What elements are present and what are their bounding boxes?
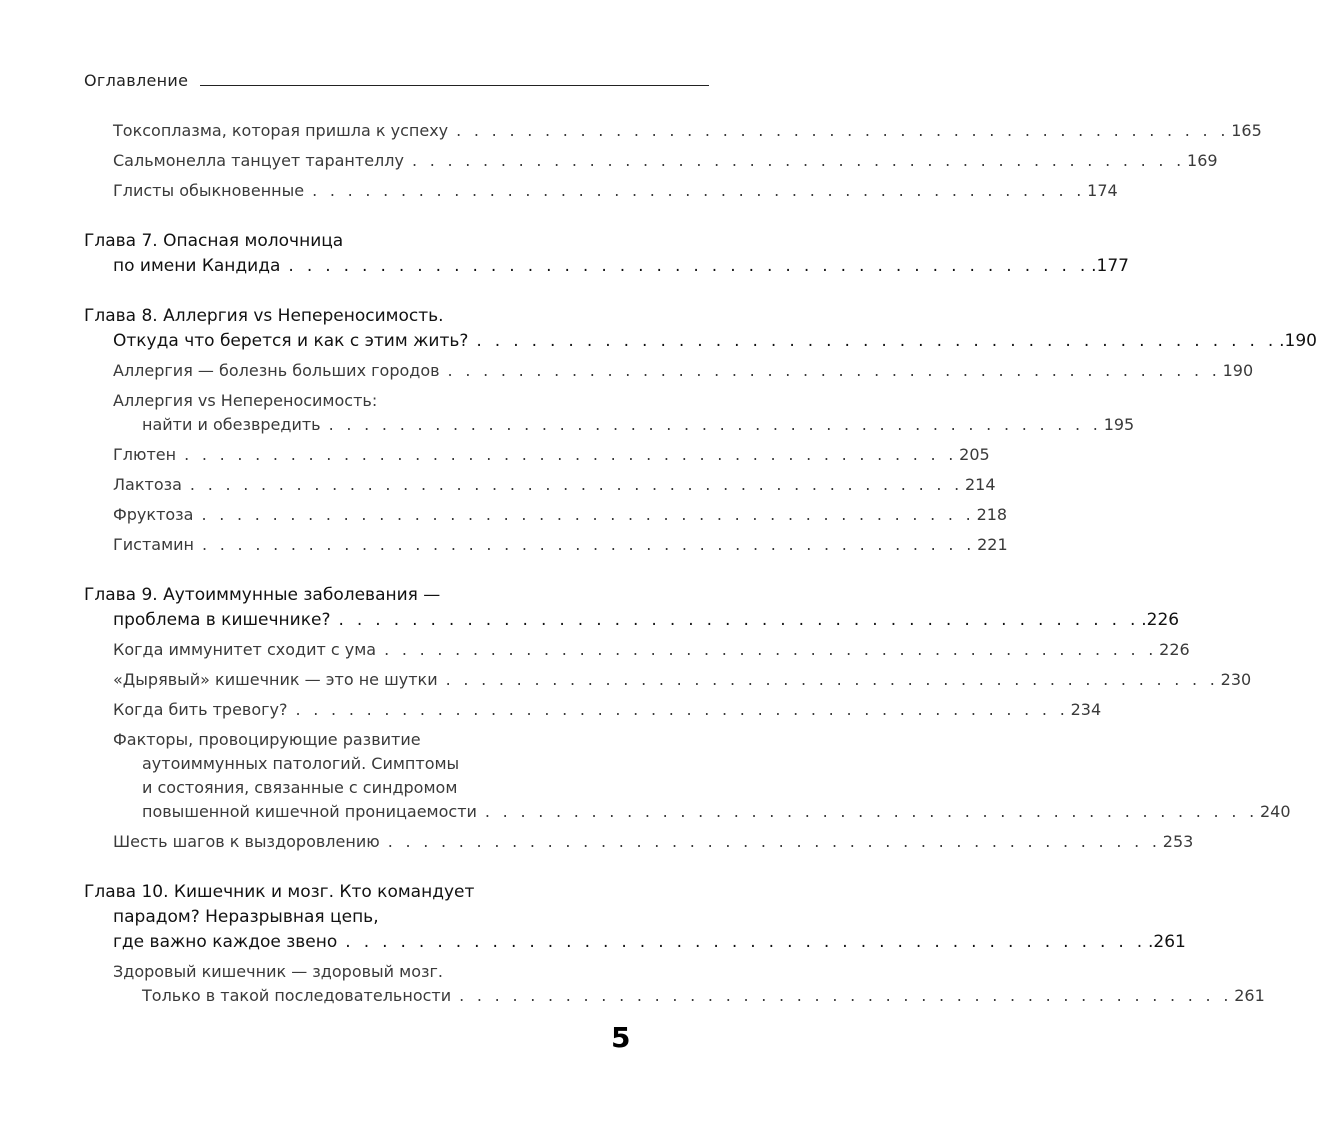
toc-entry-last-line [113, 119, 1262, 143]
toc-page-number: 205 [959, 445, 990, 464]
toc-page-number: 195 [1103, 415, 1135, 434]
toc-page-number: .190 [1279, 331, 1317, 351]
toc-entry-line: аутоиммунных патологий. Симптомы [142, 754, 460, 773]
chapter-gap [84, 209, 584, 229]
toc-section-entry[interactable] [84, 698, 1102, 722]
toc-entry-line: Глава 7. Опасная молочница [84, 231, 344, 251]
toc-entry-title: найти и обезвредить [142, 415, 321, 434]
dot-leader: . . . . . . . . . . . . . . . . . . . . . . . . . . . . . . . . . . . . . . . . . . . . [288, 256, 1090, 276]
toc-section-entry[interactable] [84, 960, 1265, 1008]
toc-entry-last-line [113, 443, 990, 467]
toc-section-entry[interactable] [84, 119, 1262, 143]
toc-entry-line: Аллергия vs Непереносимость: [113, 391, 378, 410]
toc-entry-line: и состояния, связанные с синдромом [142, 778, 458, 797]
dot-leader: . . . . . . . . . . . . . . . . . . . . . . . . . . . . . . . . . . . . . . . . . . . . [476, 331, 1278, 351]
toc-entry-line: парадом? Неразрывная цепь, [113, 907, 379, 927]
header-rule [200, 85, 709, 86]
toc-page-number: 190 [1222, 361, 1254, 380]
toc-section-entry[interactable] [84, 728, 1291, 824]
toc-page-number: 221 [977, 535, 1008, 554]
toc-section-entry[interactable] [84, 638, 1190, 662]
table-of-contents [84, 119, 1317, 1014]
chapter-gap [84, 563, 584, 583]
toc-entry-title: повышенной кишечной проницаемости [142, 802, 477, 821]
toc-entry-last-line [84, 930, 1186, 955]
toc-entry-last-line [113, 503, 1008, 527]
toc-section-entry[interactable] [84, 389, 1135, 437]
toc-entry-last-line [113, 698, 1102, 722]
toc-entry-title: проблема в кишечнике? [113, 610, 331, 630]
toc-entry-title: Только в такой последовательности [142, 986, 452, 1005]
toc-entry-last-line [113, 359, 1254, 383]
toc-entry-last-line [84, 329, 1317, 354]
dot-leader: . . . . . . . . . . . . . . . . . . . . . . . . . . . . . . . . . . . . . . . . . . . . [484, 802, 1258, 821]
chapter-gap [84, 860, 584, 880]
toc-section-entry[interactable] [84, 149, 1218, 173]
toc-entry-line: Здоровый кишечник — здоровый мозг. [113, 962, 444, 981]
toc-page-number: 261 [1234, 986, 1265, 1005]
dot-leader: . . . . . . . . . . . . . . . . . . . . . . . . . . . . . . . . . . . . . . . . . . . . [445, 670, 1219, 689]
toc-page-number: 169 [1187, 151, 1218, 170]
toc-entry-last-line [113, 149, 1218, 173]
toc-entry-title: Шесть шагов к выздоровлению [113, 832, 380, 851]
toc-section-entry[interactable] [84, 533, 1008, 557]
toc-page-number: 214 [965, 475, 996, 494]
toc-chapter-entry[interactable] [84, 304, 1317, 354]
dot-leader: . . . . . . . . . . . . . . . . . . . . . . . . . . . . . . . . . . . . . . . . . . . . [447, 361, 1221, 380]
toc-chapter-entry[interactable] [84, 583, 1180, 633]
toc-section-entry[interactable] [84, 473, 996, 497]
dot-leader: . . . . . . . . . . . . . . . . . . . . . . . . . . . . . . . . . . . . . . . . . . . . [459, 986, 1233, 1005]
toc-entry-title: «Дырявый» кишечник — это не шутки [113, 670, 438, 689]
dot-leader: . . . . . . . . . . . . . . . . . . . . . . . . . . . . . . . . . . . . . . . . . . . . [387, 832, 1161, 851]
toc-entry-last-line [113, 533, 1008, 557]
dot-leader: . . . . . . . . . . . . . . . . . . . . . . . . . . . . . . . . . . . . . . . . . . . . [312, 181, 1086, 200]
dot-leader: . . . . . . . . . . . . . . . . . . . . . . . . . . . . . . . . . . . . . . . . . . . . [201, 505, 975, 524]
dot-leader: . . . . . . . . . . . . . . . . . . . . . . . . . . . . . . . . . . . . . . . . . . . . [189, 475, 963, 494]
dot-leader: . . . . . . . . . . . . . . . . . . . . . . . . . . . . . . . . . . . . . . . . . . . . [338, 610, 1140, 630]
toc-entry-title: Гистамин [113, 535, 195, 554]
toc-section-entry[interactable] [84, 668, 1252, 692]
toc-page-number: .261 [1148, 932, 1186, 952]
toc-entry-last-line [113, 638, 1190, 662]
toc-entry-line: Глава 9. Аутоиммунные заболевания — [84, 585, 441, 605]
toc-entry-title: Фруктоза [113, 505, 194, 524]
dot-leader: . . . . . . . . . . . . . . . . . . . . . . . . . . . . . . . . . . . . . . . . . . . . [345, 932, 1147, 952]
toc-section-entry[interactable] [84, 830, 1194, 854]
toc-entry-last-line [84, 608, 1180, 633]
header-title: Оглавление [84, 71, 189, 90]
toc-section-entry[interactable] [84, 443, 990, 467]
toc-page-number: .226 [1141, 610, 1180, 630]
toc-chapter-entry[interactable] [84, 229, 1129, 279]
toc-page-number: 230 [1220, 670, 1252, 689]
toc-entry-title: где важно каждое звено [113, 932, 338, 952]
toc-section-entry[interactable] [84, 503, 1008, 527]
toc-entry-last-line [113, 800, 1291, 824]
dot-leader: . . . . . . . . . . . . . . . . . . . . . . . . . . . . . . . . . . . . . . . . . . . . [328, 415, 1102, 434]
toc-entry-line: Факторы, провоцирующие развитие [113, 730, 421, 749]
toc-page-number: 234 [1070, 700, 1102, 719]
dot-leader: . . . . . . . . . . . . . . . . . . . . . . . . . . . . . . . . . . . . . . . . . . . . [456, 121, 1230, 140]
dot-leader: . . . . . . . . . . . . . . . . . . . . . . . . . . . . . . . . . . . . . . . . . . . . [384, 640, 1158, 659]
dot-leader: . . . . . . . . . . . . . . . . . . . . . . . . . . . . . . . . . . . . . . . . . . . . [411, 151, 1186, 170]
toc-page-number: 240 [1259, 802, 1291, 821]
toc-entry-title: Сальмонелла танцует тарантеллу [113, 151, 404, 170]
toc-entry-last-line [113, 668, 1252, 692]
toc-page-number: 174 [1087, 181, 1118, 200]
toc-entry-line: Глава 8. Аллергия vs Непереносимость. [84, 306, 444, 326]
toc-page-number: 226 [1159, 640, 1190, 659]
toc-page-number: .177 [1091, 256, 1129, 276]
toc-entry-last-line [113, 830, 1194, 854]
toc-page-number: 218 [976, 505, 1008, 524]
toc-entry-title: Глисты обыкновенные [113, 181, 305, 200]
dot-leader: . . . . . . . . . . . . . . . . . . . . . . . . . . . . . . . . . . . . . . . . . . . . [184, 445, 958, 464]
toc-chapter-entry[interactable] [84, 880, 1186, 955]
toc-entry-title: Аллергия — болезнь больших городов [113, 361, 440, 380]
toc-entry-last-line [113, 984, 1265, 1008]
toc-section-entry[interactable] [84, 359, 1254, 383]
toc-entry-title: по имени Кандида [113, 256, 281, 276]
toc-entry-last-line [84, 254, 1129, 279]
toc-entry-title: Откуда что берется и как с этим жить? [113, 331, 469, 351]
toc-page-number: 165 [1231, 121, 1262, 140]
page-number: 5 [611, 1021, 631, 1054]
running-header [84, 71, 709, 91]
chapter-gap [84, 284, 584, 304]
toc-page-number: 253 [1162, 832, 1194, 851]
toc-section-entry[interactable] [84, 179, 1118, 203]
toc-entry-title: Когда иммунитет сходит с ума [113, 640, 377, 659]
toc-entry-last-line [113, 473, 996, 497]
toc-entry-line: Глава 10. Кишечник и мозг. Кто командует [84, 882, 475, 902]
toc-entry-title: Лактоза [113, 475, 182, 494]
toc-entry-title: Когда бить тревогу? [113, 700, 288, 719]
toc-entry-last-line [113, 413, 1135, 437]
toc-entry-title: Токсоплазма, которая пришла к успеху [113, 121, 449, 140]
toc-entry-title: Глютен [113, 445, 177, 464]
dot-leader: . . . . . . . . . . . . . . . . . . . . . . . . . . . . . . . . . . . . . . . . . . . . [295, 700, 1069, 719]
dot-leader: . . . . . . . . . . . . . . . . . . . . . . . . . . . . . . . . . . . . . . . . . . . . [202, 535, 976, 554]
toc-entry-last-line [113, 179, 1118, 203]
